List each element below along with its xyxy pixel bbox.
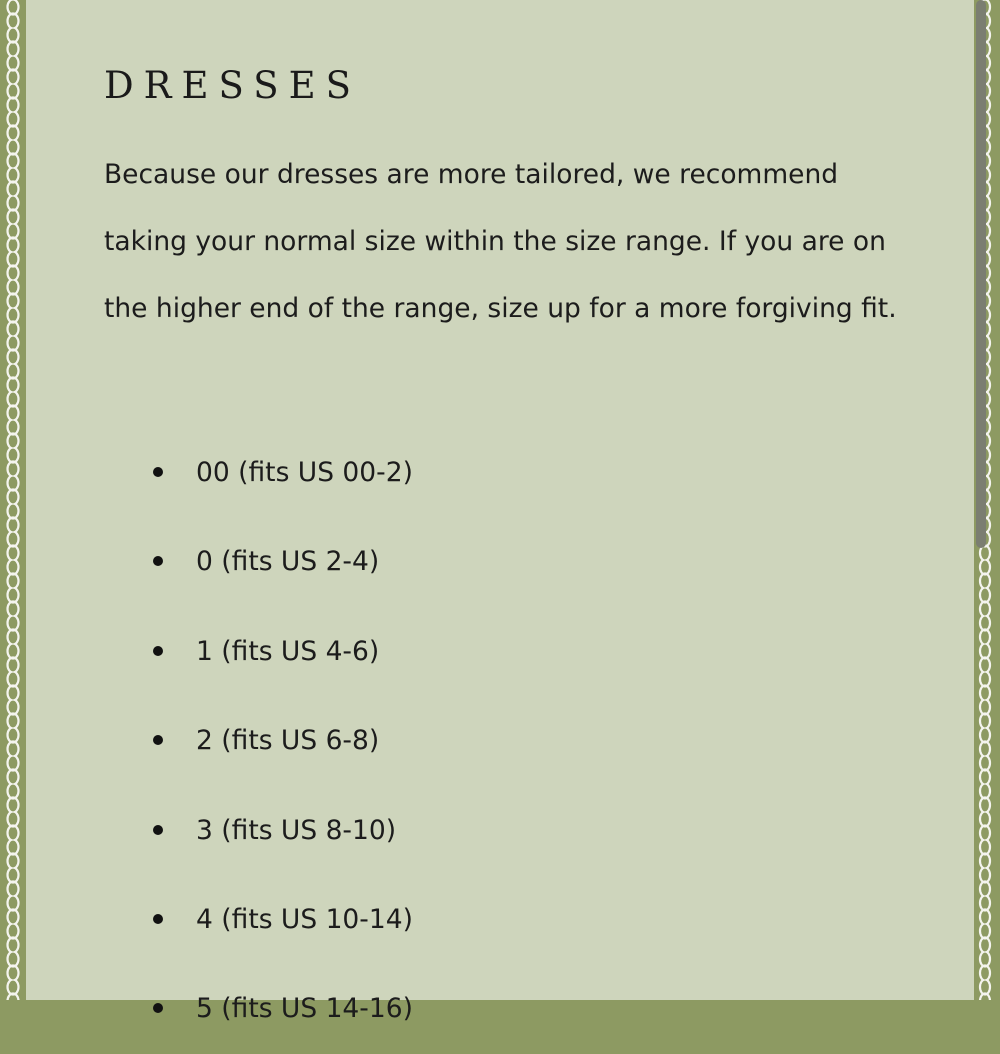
size-list-item <box>104 607 413 696</box>
vertical-scrollbar-thumb[interactable] <box>976 0 986 548</box>
size-label: 3 (fits US 8-10) <box>196 814 397 846</box>
size-label: 1 (fits US 4-6) <box>196 635 380 667</box>
size-label: 5 (fits US 14-16) <box>196 993 413 1025</box>
size-list-item <box>104 786 413 875</box>
right-decorative-border <box>974 0 1000 1000</box>
left-decorative-border <box>0 0 26 1000</box>
bullet-dot-icon <box>153 556 163 566</box>
chain-border-left-icon <box>0 0 26 1000</box>
bullet-dot-icon <box>153 467 163 477</box>
size-list-item <box>104 964 413 1053</box>
bullet-dot-icon <box>153 735 163 745</box>
bullet-dot-icon <box>153 914 163 924</box>
size-list-item <box>104 875 413 964</box>
bullet-dot-icon <box>153 646 163 656</box>
size-label: 2 (fits US 6-8) <box>196 725 380 757</box>
dresses-size-panel <box>26 0 974 1025</box>
bullet-dot-icon <box>153 1003 163 1013</box>
size-label: 00 (fits US 00-2) <box>196 457 413 488</box>
size-list <box>104 428 413 1054</box>
size-list-item <box>104 517 413 606</box>
bullet-dot-icon <box>153 825 163 835</box>
size-label: 4 (fits US 10-14) <box>196 903 413 935</box>
intro-paragraph: Because our dresses are more tailored, we recommend taking your normal size within the size range. If you are on the higher end of the range, size up for a more forgiving fit. <box>104 159 897 324</box>
size-list-item <box>104 428 413 517</box>
size-label: 0 (fits US 2-4) <box>196 546 380 578</box>
size-list-item <box>104 696 413 785</box>
section-title: DRESSES <box>104 64 361 107</box>
